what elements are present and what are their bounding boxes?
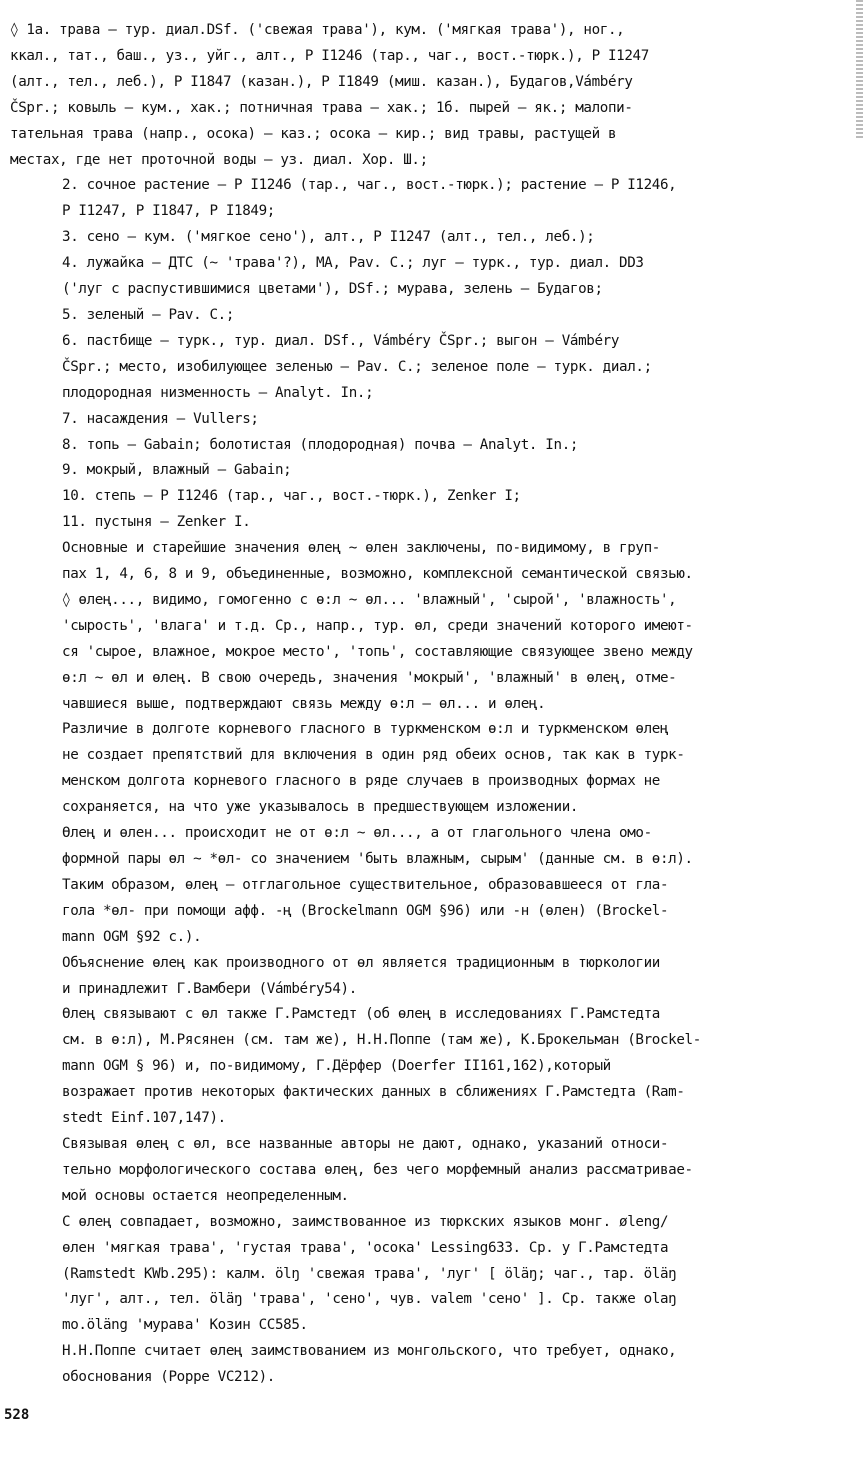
text-line: ө:л ~ өл и өлең. В свою очередь, значения 'мокрый', 'влажный' в өлең, отме- xyxy=(62,669,677,686)
text-line: тательная трава (напр., осока) – каз.; осока – кир.; вид травы, растущей в xyxy=(10,125,617,142)
paragraph xyxy=(10,1002,852,1132)
text-line: mo.öläng 'мурава' Козин СС585. xyxy=(62,1317,308,1334)
text-line: Различие в долготе корневого гласного в туркменском ө:л и туркменском өлең xyxy=(62,721,669,738)
paragraph xyxy=(10,303,852,329)
text-line: возражает против некоторых фактических данных в сближениях Г.Рамстедта (Ram- xyxy=(62,1084,685,1101)
text-line: Основные и старейшие значения өлең ~ өлен заключены, по-видимому, в груп- xyxy=(62,540,660,557)
text-line: 3. сено – кум. ('мягкое сено'), алт., Р I1247 (алт., тел., леб.); xyxy=(62,229,595,246)
paragraph xyxy=(10,536,852,717)
paragraph xyxy=(10,225,852,251)
text-line: өлен 'мягкая трава', 'густая трава', 'осока' Lessing633. Ср. у Г.Рамстедта xyxy=(62,1239,669,1256)
text-line: менском долгота корневого гласного в ряде случаев в производных формах не xyxy=(62,773,660,790)
text-line: 2. сочное растение – Р I1246 (тар., чаг., вост.-тюрк.); растение – Р I1246, xyxy=(62,177,677,194)
text-line: обоснования (Poppe VC212). xyxy=(62,1369,275,1386)
paragraph xyxy=(10,251,852,303)
text-line: 8. топь – Gabain; болотистая (плодородная) почва – Analyt. In.; xyxy=(62,436,579,453)
text-line: Н.Н.Поппе считает өлең заимствованием из монгольского, что требует, однако, xyxy=(62,1343,677,1360)
text-line: Өлең связывают с өл также Г.Рамстедт (об өлең в исследованиях Г.Рамстедта xyxy=(62,1006,660,1023)
text-line: ккал., тат., баш., уз., уйг., алт., Р I1246 (тар., чаг., вост.-тюрк.), Р I1247 xyxy=(10,47,649,64)
text-line: 6. пастбище – турк., тур. диал. DSf., Vámbéry ČSpr.; выгон – Vámbéry xyxy=(62,332,620,349)
text-line: (алт., тел., леб.), Р I1847 (казан.), Р I1849 (миш. казан.), Будагов,Vámbéry xyxy=(10,73,633,90)
paragraph xyxy=(10,458,852,484)
text-line: 9. мокрый, влажный – Gabain; xyxy=(62,462,292,479)
text-line: mann OGM § 96) и, по-видимому, Г.Дёрфер (Doerfer II161,162),который xyxy=(62,1058,611,1075)
text-line: сохраняется, на что уже указывалось в предшествующем изложении. xyxy=(62,799,579,816)
text-line: ('луг с распустившимися цветами'), DSf.; мурава, зелень – Будагов; xyxy=(62,281,603,298)
page-number: 528 xyxy=(4,1407,30,1423)
text-line: 10. степь – Р I1246 (тар., чаг., вост.-тюрк.), Zenker I; xyxy=(62,488,521,505)
paragraph xyxy=(10,18,852,173)
text-line: ČSpr.; ковыль – кум., хак.; потничная трава – хак.; 1б. пырей – як.; малопи- xyxy=(10,99,633,116)
text-line: чавшиеся выше, подтверждают связь между ө:л – өл... и өлең. xyxy=(62,695,546,712)
text-line: Р I1247, Р I1847, Р I1849; xyxy=(62,203,275,220)
text-line: ◊ өлең..., видимо, гомогенно с ө:л ~ өл... 'влажный', 'сырой', 'влажность', xyxy=(62,591,677,608)
text-line: 7. насаждения – Vullers; xyxy=(62,410,259,427)
text-line: stedt Einf.107,147). xyxy=(62,1110,226,1127)
paragraph xyxy=(10,1210,852,1340)
text-line: пах 1, 4, 6, 8 и 9, объединенные, возможно, комплексной семантической связью. xyxy=(62,566,693,583)
text-line: ČSpr.; место, изобилующее зеленью – Pav. C.; зеленое поле – турк. диал.; xyxy=(62,358,652,375)
paragraph xyxy=(10,173,852,225)
paragraph xyxy=(10,510,852,536)
text-line: и принадлежит Г.Вамбери (Vámbéry54). xyxy=(62,980,357,997)
paragraph xyxy=(10,873,852,951)
text-line: не создает препятствий для включения в один ряд обеих основ, так как в турк- xyxy=(62,747,685,764)
text-line: тельно морфологического состава өлең, без чего морфемный анализ рассматривае- xyxy=(62,1161,693,1178)
paragraph xyxy=(10,329,852,407)
text-line: Өлең и өлен... происходит не от ө:л ~ өл..., а от глагольного члена омо- xyxy=(62,825,652,842)
page-body xyxy=(10,18,852,1391)
text-line: гола *өл- при помощи афф. -ң (Brockelmann OGM §96) или -н (өлен) (Brockel- xyxy=(62,902,669,919)
text-line: 'сырость', 'влага' и т.д. Ср., напр., тур. өл, среди значений которого имеют- xyxy=(62,617,693,634)
text-line: (Ramstedt KWb.295): калм. ölŋ 'свежая трава', 'луг' [ öläŋ; чаг., тар. öläŋ xyxy=(62,1265,677,1282)
paragraph xyxy=(10,1339,852,1391)
text-line: Таким образом, өлең – отглагольное существительное, образовавшееся от гла- xyxy=(62,876,669,893)
text-line: mann OGM §92 c.). xyxy=(62,928,202,945)
text-line: плодородная низменность – Analyt. In.; xyxy=(62,384,374,401)
paragraph xyxy=(10,717,852,821)
paragraph xyxy=(10,433,852,459)
text-line: 'луг', алт., тел. öläŋ 'трава', 'сено', чув. valem 'сено' ]. Ср. также olaŋ xyxy=(62,1291,677,1308)
scan-edge-artifact xyxy=(856,0,863,140)
paragraph xyxy=(10,1132,852,1210)
text-line: 4. лужайка – ДТС (~ 'трава'?), МА, Pav. C.; луг – турк., тур. диал. DDЗ xyxy=(62,255,644,272)
paragraph xyxy=(10,951,852,1003)
text-line: Объяснение өлең как производного от өл является традиционным в тюркологии xyxy=(62,954,660,971)
text-line: С өлең совпадает, возможно, заимствованное из тюркских языков монг. øleng/ xyxy=(62,1213,669,1230)
text-line: местах, где нет проточной воды – уз. диал. Хор. Ш.; xyxy=(10,151,428,168)
text-line: ◊ 1а. трава – тур. диал.DSf. ('свежая трава'), кум. ('мягкая трава'), ног., xyxy=(10,22,625,38)
text-line: 11. пустыня – Zenker I. xyxy=(62,514,251,531)
text-line: Связывая өлең с өл, все названные авторы не дают, однако, указаний относи- xyxy=(62,1135,669,1152)
text-line: мой основы остается неопределенным. xyxy=(62,1187,349,1204)
paragraph xyxy=(10,484,852,510)
paragraph xyxy=(10,407,852,433)
paragraph xyxy=(10,821,852,873)
text-line: см. в ө:л), М.Рясянен (см. там же), Н.Н.Поппе (там же), К.Брокельман (Brockel- xyxy=(62,1032,701,1049)
text-line: 5. зеленый – Pav. C.; xyxy=(62,306,235,323)
text-line: формной пары өл ~ *өл- со значением 'быть влажным, сырым' (данные см. в ө:л). xyxy=(62,851,693,867)
text-line: ся 'сырое, влажное, мокрое место', 'топь', составляющие связующее звено между xyxy=(62,643,693,660)
